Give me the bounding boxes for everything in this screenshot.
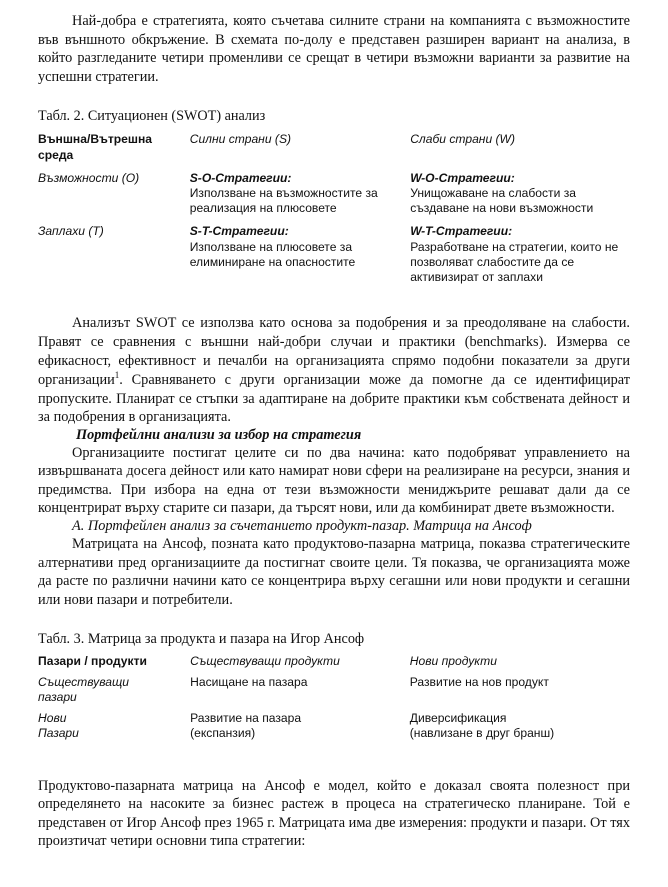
swot-row1-so: S-O-Стратегии: Използване на възможностите за реализация на плюсовете: [189, 170, 378, 216]
footnote-marker: 1: [114, 370, 120, 381]
swot-corner-header: [38, 131, 190, 169]
ansoff-corner-header: Пазари / продукти: [38, 654, 147, 669]
ansoff-row1-existing: Насищане на пазара: [190, 674, 308, 689]
swot-row2-wt: W-T-Стратегии: Разработване на стратегии, които не позволяват слабостите да се активизират от заплахи: [410, 224, 619, 285]
swot-row2-label: Заплахи (Т): [38, 224, 104, 239]
ansoff-row2-label: Нови Пазари: [38, 710, 79, 741]
swot-row1-wo: W-O-Стратегии: Унищожаване на слабости за създаване на нови възможности: [410, 170, 594, 216]
paragraph-ansoff-model: Продуктово-пазарната матрица на Ансоф е модел, който е доказал своята полезност при определянето на насоките за бизнес растеж в процеса на стратегическо планиране. Той е представен от Игор Ансоф през 1965 г. Матрицата има две измерения: продукти и пазари. От тях произтичат четири основни типа стратегии:: [38, 777, 630, 850]
swot-col2-header: Силни страни (S): [189, 132, 292, 147]
table-row: [38, 675, 630, 711]
swot-col3-header: Слаби страни (W): [410, 132, 516, 147]
heading-section-a: А. Портфейлен анализ за съчетанието продукт-пазар. Матрица на Ансоф: [72, 517, 532, 534]
table-header-row: [38, 131, 630, 169]
heading-portfolio: Портфейлни анализи за избор на стратегия: [76, 426, 362, 443]
ansoff-row1-new: Развитие на нов продукт: [409, 674, 549, 689]
table-row: [38, 223, 630, 292]
table3-caption: Табл. 3. Матрица за продукта и пазара на Игор Ансоф: [38, 631, 365, 648]
swot-corner-line2: среда: [38, 147, 74, 162]
ansoff-col3-header: Нови продукти: [409, 654, 497, 669]
swot-row2-st: S-T-Стратегии: Използване на плюсовете за елиминиране на опасностите: [189, 224, 356, 269]
page-content: [38, 0, 630, 851]
swot-row1-label: Възможности (О): [38, 170, 140, 185]
table-row: [38, 170, 630, 224]
ansoff-row2-new: Диверсификация (навлизане в друг бранш): [409, 710, 555, 741]
paragraph-organizations: Организациите постигат целите си по два начина: като подобряват управлението на извършваната досега дейност или като намират нови сфери на реализиране на ресурси, знания и предимства. При избора на една от тези възможности мениджърите решават дали да се концентрират върху старите си пазари, да търсят нови, или да комбинират двете възможности.: [38, 444, 630, 517]
table-header-row: [38, 654, 630, 674]
ansoff-col2-header: Съществуващи продукти: [190, 654, 340, 669]
ansoff-row1-label: Съществуващи пазари: [38, 674, 129, 705]
paragraph-ansoff-matrix: Матрицата на Ансоф, позната като продуктово-пазарна матрица, показва стратегическите алтернативи пред организациите да постигнат своите цели. Тя показва, че организацията може да расте по различни начини като се концентрира върху сегашни или нови продукти и сегашни или нови пазари и потребители.: [38, 535, 630, 608]
swot-table: [38, 131, 630, 292]
paragraph-intro: Най-добра е стратегията, която съчетава силните страни на компанията с възможностите във външното обкръжение. В схемата по-долу е представен разширен вариант на анализа, в който разгледаните четири променливи се срещат в четири възможни варианти за развитие на успешни стратегии.: [38, 13, 630, 85]
ansoff-row2-existing: Развитие на пазара (експанзия): [190, 710, 302, 741]
swot-corner-line1: Външна/Вътрешна: [38, 132, 153, 147]
ansoff-table: [38, 654, 630, 746]
paragraph-swot-analysis: Анализът SWOT се използва като основа за подобрения и за преодоляване на слабости. Правят се сравнения с външни най-добри случаи и практики (benchmarks). Измерва се ефикасност, ефективност и печалби на организацията спрямо подобни показатели за други организации$^1$. Сравняването с други организации може да помогне да се идентифицират пропуските. Планират се стъпки за адаптиране на добрите практики към собствената дейност и за подобрения в организацията.: [38, 315, 630, 426]
table2-caption: Табл. 2. Ситуационен (SWOT) анализ: [38, 108, 266, 125]
table-row: [38, 711, 630, 747]
